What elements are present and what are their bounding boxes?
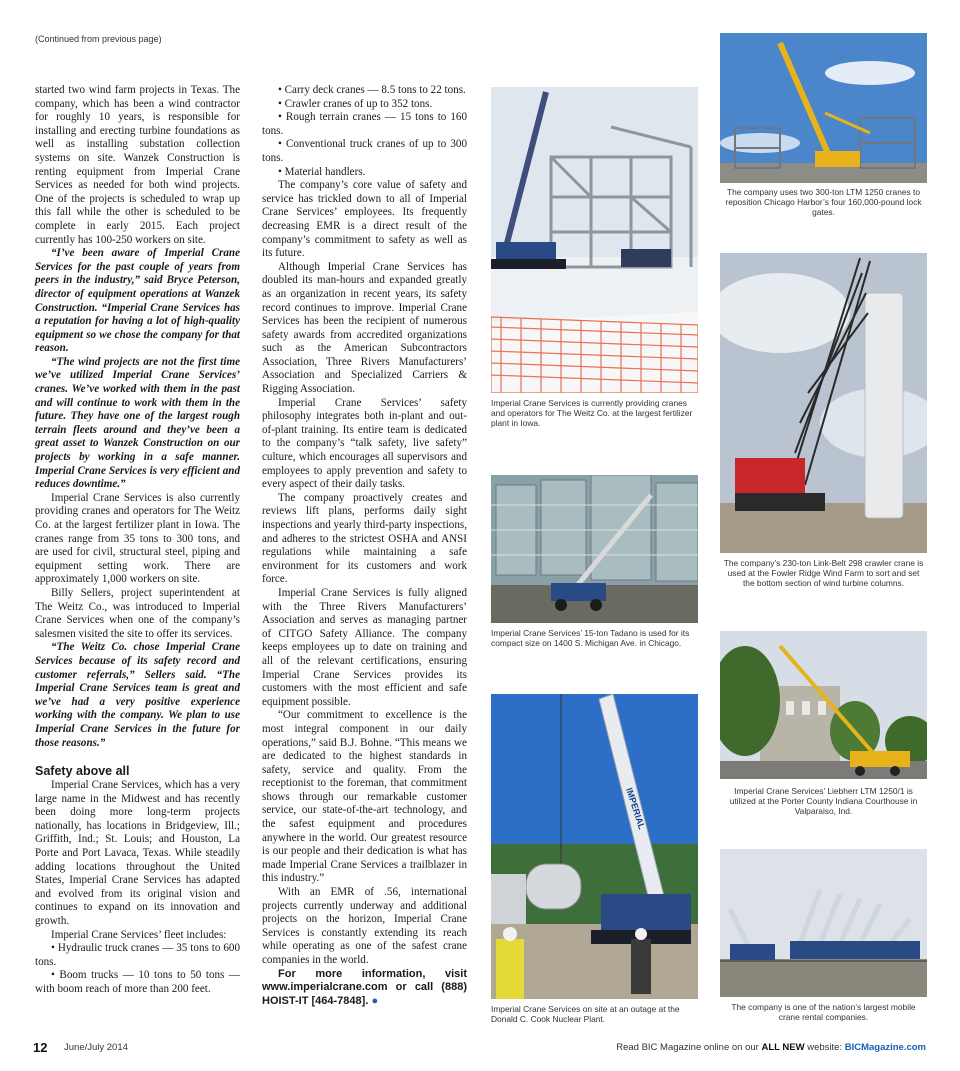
issue-date: June/July 2014 <box>64 1042 128 1053</box>
paragraph: started two wind farm projects in Texas. The company, which has been a wind contractor for roughly 10 years, is responsible for installing and erecting turbine foundations as well as installing substation collection systems on site. Wanzek Construction is renting equipment from Imperial Crane Services as needed for both wind projects. One of the projects is scheduled to wrap up this fall while the other is scheduled to be complete in early 2015. Each project currently has 100-250 workers on site. <box>35 84 240 246</box>
paragraph: Imperial Crane Services’ fleet includes: <box>51 928 227 941</box>
photo-harbor-lock-gates <box>720 33 927 183</box>
promo-text: website: <box>804 1042 845 1053</box>
page-number: 12 <box>33 1040 48 1055</box>
paragraph: “Our commitment to excellence is the most integral component in our daily operations,” said B.J. Bohne. “This means we are dedicated to the highest standards in safety, service and quality. From the receptionist to the foreman, that commitment shows through our remarkable customer service, our state-of-the-art technology, and the safest equipment and procedures anywhere in the world. Our greatest resource is our people and their dedication is what has made Imperial Crane Services a trailblazer in this industry.” <box>262 709 467 885</box>
paragraph: With an EMR of .56, international projects currently underway and additional projects on the horizon, Imperial Crane Services is constantly extending its reach while operating as one of the safest crane companies in the world. <box>262 886 467 966</box>
boom-label: IMPERIAL <box>624 786 647 831</box>
contact-info <box>262 968 467 1009</box>
photo-courthouse-liebherr <box>720 631 927 779</box>
paragraph: The company’s core value of safety and service has trickled down to all of Imperial Crane Services’ employees. Its frequently decreasing EMR is a direct result of the company’s commitment to safety as well as its future. <box>262 179 467 260</box>
contact-text: For more information, visit www.imperialcrane.com or call (888) HOIST-IT [464-7848]. <box>262 967 467 1007</box>
page-footer <box>0 1038 960 1058</box>
photo-wind-farm-crawler <box>720 253 927 553</box>
website-link[interactable]: BICMagazine.com <box>844 1042 926 1053</box>
photo-caption: Imperial Crane Services’ Liebherr LTM 1250/1 is utilized at the Porter County Indiana Courthouse in Valparaiso, Ind. <box>729 786 918 816</box>
promo-text: Read BIC Magazine online on our <box>616 1042 762 1053</box>
photo-caption: Imperial Crane Services’ 15-ton Tadano is used for its compact size on 1400 S. Michigan Ave. in Chicago. <box>491 628 690 648</box>
list-item: • Hydraulic truck cranes — 35 tons to 600 tons. <box>35 942 240 968</box>
paragraph: Billy Sellers, project superintendent at The Weitz Co., was introduced to Imperial Crane Services when one of the company’s salesmen visited the site to offer its services. <box>35 586 240 640</box>
paragraph: Imperial Crane Services’ safety philosophy integrates both in-plant and out-of-plant training. Its entire team is dedicated to the company’s “talk safety, live safety” culture, which encourages all supervisors and employees to apply prevention and safety to every aspect of their daily tasks. <box>262 396 467 491</box>
promo-emphasis: ALL NEW <box>761 1042 805 1053</box>
list-item: • Rough terrain cranes — 15 tons to 160 tons. <box>262 111 467 137</box>
list-item: • Boom trucks — 10 tons to 50 tons — with boom reach of more than 200 feet. <box>35 969 240 995</box>
website-promo <box>616 1042 926 1053</box>
paragraph: The company proactively creates and reviews lift plans, performs daily sight inspections and yearly third-party inspections, and adheres to the strictest OSHA and ANSI regulations while maintaining a safe environment for its customers and work force. <box>262 491 467 586</box>
list-item: • Conventional truck cranes of up to 300 tons. <box>262 138 467 164</box>
paragraph: Imperial Crane Services is also currently providing cranes and operators for The Weitz Co. at the largest fertilizer plant in Iowa. The cranes range from 35 tons to 300 tons, and are used for civil, structural steel, piping and equipment setting work. There are approximately 1,000 workers on site. <box>35 491 240 586</box>
paragraph: Imperial Crane Services, which has a very large name in the Midwest and has recently been doing more long-term projects nationally, has locations in Bridgeview, Ill.; Griffith, Ind.; St. Louis; and Houston, La Porte and Port Lavaca, Texas. While steadily adding locations throughout the United States, Imperial Crane Services has adapted and evolved from its original vision and continues to expand on its innovation and growth. <box>35 779 240 928</box>
photo-caption: The company is one of the nation’s largest mobile crane rental companies. <box>731 1002 916 1022</box>
quote-paragraph: “The Weitz Co. chose Imperial Crane Services because of its safety record and customer referrals,” Sellers said. “The Imperial Crane Services team is great and we’ve had a very positive experience working with the company. We plan to use Imperial Crane Services in the future for those reasons.” <box>35 641 240 749</box>
photo-fertilizer-plant <box>491 87 698 393</box>
photo-crane-fleet <box>720 849 927 997</box>
list-item: • Material handlers. <box>278 165 366 178</box>
photo-caption: Imperial Crane Services on site at an outage at the Donald C. Cook Nuclear Plant. <box>491 1004 680 1024</box>
photo-nuclear-plant <box>491 694 698 999</box>
photo-caption: The company’s 230-ton Link-Belt 298 crawler crane is used at the Fowler Ridge Wind Farm to sort and set the bottom section of wind turbine columns. <box>723 558 924 588</box>
paragraph: Imperial Crane Services is fully aligned with the Three Rivers Manufacturers’ Association and serves as managing partner of CITGO Safety Alliance. The company keeps employees up to date on training and all of the relevant certifications, ensuring Imperial Crane Services provides its customers with the most efficient and safe equipment possible. <box>262 586 467 708</box>
paragraph: Although Imperial Crane Services has doubled its man-hours and expanded greatly as an organization in recent years, its safety record continues to improve. Imperial Crane Services has been the recipient of numerous safety awards from accredited organizations such as the American Subcontractors Association, Three Rivers Manufacturers’ Association and Specialized Carriers & Rigging Association. <box>262 260 467 396</box>
photo-caption: Imperial Crane Services is currently providing cranes and operators for The Weitz Co. at the largest fertilizer plant in Iowa. <box>491 398 693 428</box>
photo-tadano-chicago <box>491 475 698 623</box>
end-mark: ● <box>371 994 379 1007</box>
list-item: • Carry deck cranes — 8.5 tons to 22 tons. <box>278 84 466 96</box>
article-column-1 <box>35 84 240 997</box>
quote-paragraph: “I’ve been aware of Imperial Crane Services for the past couple of years from peers in the industry,” said Bryce Peterson, director of equipment operations at Wanzek Construction. “Imperial Crane Services has a reputation for having a lot of high-quality equipment so we chose the company for that reason. <box>35 247 240 355</box>
list-item: • Crawler cranes of up to 352 tons. <box>278 97 433 110</box>
continued-note: (Continued from previous page) <box>35 34 162 44</box>
section-heading: Safety above all <box>35 764 130 779</box>
article-column-2 <box>262 84 467 1008</box>
quote-paragraph: “The wind projects are not the first time we’ve utilized Imperial Crane Services’ cranes. We’ve worked with them in the past and will continue to work with them in the future. They have one of the largest rough terrain fleets around and they’ve been a great asset to Wanzek Construction on our projects by working in a safe manner. Imperial Crane Services is very efficient and reduces downtime.” <box>35 355 240 491</box>
photo-caption: The company uses two 300-ton LTM 1250 cranes to reposition Chicago Harbor’s four 160,000-pound lock gates. <box>725 187 922 217</box>
